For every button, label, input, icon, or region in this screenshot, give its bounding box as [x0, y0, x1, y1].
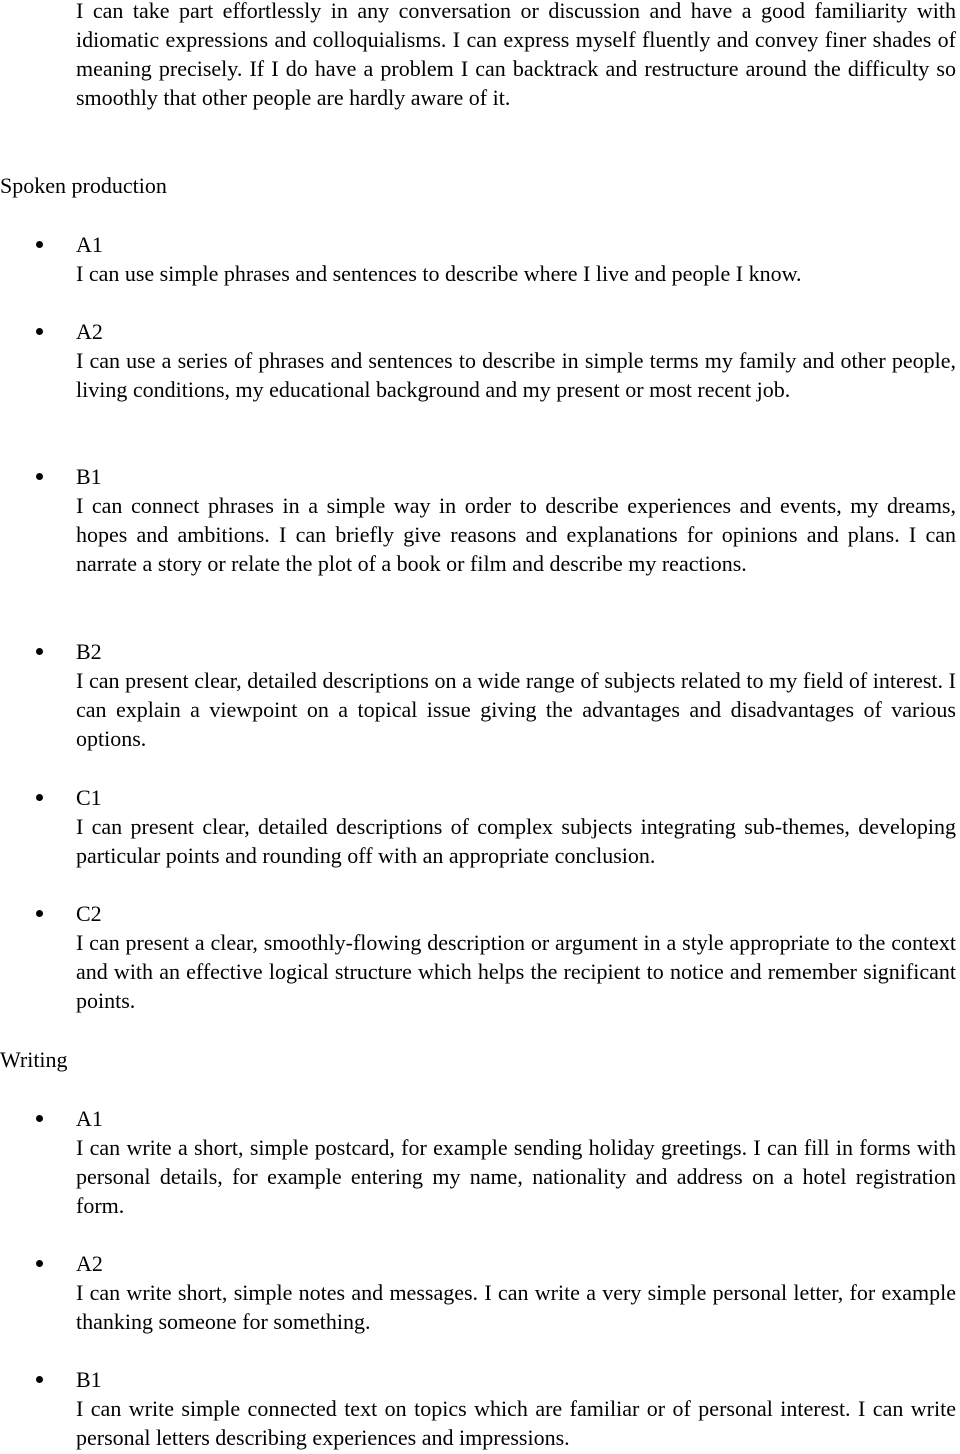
bullet-icon: [36, 910, 43, 917]
level-description: I can use a series of phrases and sentences to describe in simple terms my family and other people, living conditions, my educational background and my present or most recent job.: [76, 348, 956, 402]
bullet-icon: [36, 473, 43, 480]
list-item-writing-a1: [76, 1104, 956, 1220]
bullet-icon: [36, 328, 43, 335]
level-label: C1: [76, 785, 102, 810]
list-item-spoken-b1: [76, 462, 956, 578]
level-description: I can present clear, detailed descriptions of complex subjects integrating sub-themes, developing particular points and rounding off with an appropriate conclusion.: [76, 814, 956, 868]
section-heading-writing: Writing: [0, 1047, 68, 1072]
list-item-spoken-c2: [76, 899, 956, 1015]
level-label: B2: [76, 639, 102, 664]
bullet-icon: [36, 648, 43, 655]
level-label: A1: [76, 232, 103, 257]
list-item-spoken-b2: [76, 637, 956, 753]
list-item-spoken-a1: [76, 230, 956, 288]
level-description: I can present a clear, smoothly-flowing description or argument in a style appropriate to the context and with an effective logical structure which helps the recipient to notice and remember significant points.: [76, 930, 956, 1013]
section-heading-spoken-production: Spoken production: [0, 173, 167, 198]
list-item-spoken-c1: [76, 783, 956, 870]
bullet-icon: [36, 1376, 43, 1383]
level-description: I can write a short, simple postcard, for example sending holiday greetings. I can fill in forms with personal details, for example entering my name, nationality and address on a hotel registration form.: [76, 1135, 956, 1218]
level-label: A2: [76, 319, 103, 344]
level-label: B1: [76, 1367, 102, 1392]
level-label: A2: [76, 1251, 103, 1276]
level-description: I can use simple phrases and sentences to describe where I live and people I know.: [76, 261, 802, 286]
bullet-icon: [36, 1260, 43, 1267]
level-description: I can write short, simple notes and messages. I can write a very simple personal letter, for example thanking someone for something.: [76, 1280, 956, 1334]
level-description: I can write simple connected text on topics which are familiar or of personal interest. I can write personal letters describing experiences and impressions.: [76, 1396, 956, 1450]
bullet-icon: [36, 1115, 43, 1122]
bullet-icon: [36, 794, 43, 801]
list-item-spoken-a2: [76, 317, 956, 404]
intro-paragraph: I can take part effortlessly in any conversation or discussion and have a good familiarity with idiomatic expressions and colloquialisms. I can express myself fluently and convey finer shades of meaning precisely. If I do have a problem I can backtrack and restructure around the difficulty so smoothly that other people are hardly aware of it.: [76, 0, 956, 110]
level-label: C2: [76, 901, 102, 926]
level-label: A1: [76, 1106, 103, 1131]
list-item-writing-b1: [76, 1365, 956, 1452]
level-description: I can present clear, detailed descriptions on a wide range of subjects related to my field of interest. I can explain a viewpoint on a topical issue giving the advantages and disadvantages of various options.: [76, 668, 956, 751]
level-label: B1: [76, 464, 102, 489]
bullet-icon: [36, 241, 43, 248]
list-item-writing-a2: [76, 1249, 956, 1336]
level-description: I can connect phrases in a simple way in order to describe experiences and events, my dreams, hopes and ambitions. I can briefly give reasons and explanations for opinions and plans. I can narrate a story or relate the plot of a book or film and describe my reactions.: [76, 493, 956, 576]
